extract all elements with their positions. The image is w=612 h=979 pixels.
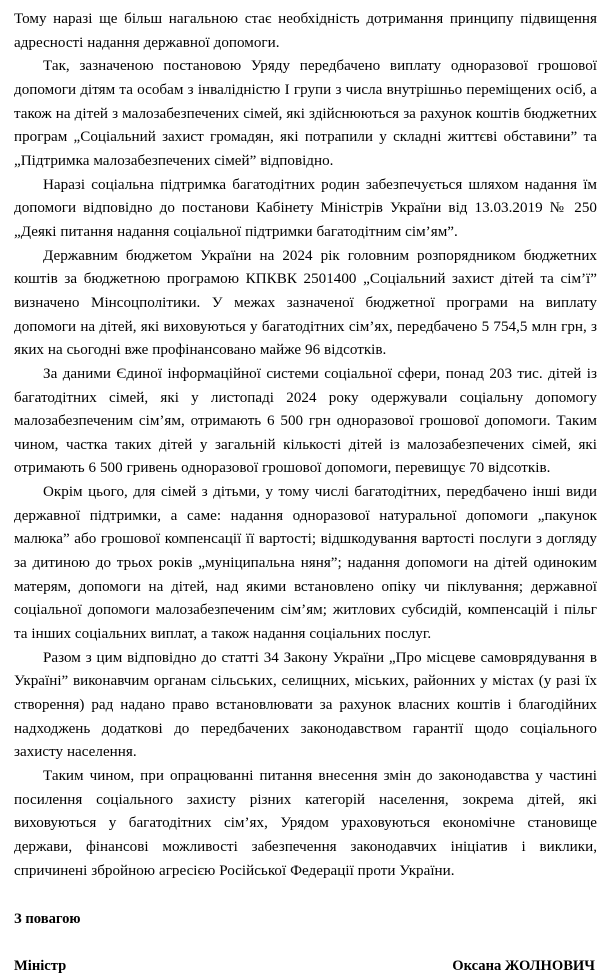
body-paragraph-4: Державним бюджетом України на 2024 рік головним розпорядником бюджетних коштів за бюджетною програмою КПКВК 2501400 „Соціальний захист дітей та сім’ї” визначено Мінсоцполітики. У межах зазначеної бюджетної програми на виплату допомоги на дітей, які виховуються у багатодітних сім’ях, передбачено 5 754,5 млн грн, з яких на сьогодні вже профінансовано майже 96 відсотків. xyxy=(14,247,597,359)
body-paragraph-6: Окрім цього, для сімей з дітьми, у тому числі багатодітних, передбачено інші види державної підтримки, а саме: надання одноразової натуральної допомоги „пакунок малюка” або грошової компенсації її вартості; відшкодування вартості послуги з догляду за дитиною до трьох років „муніципальна няня”; надання допомоги на дітей одиноким матерям, допомоги на дітей, над якими встановлено опіку чи піклування; державної соціальної допомоги малозабезпеченим сім’ям; житлових субсидій, компенсацій і пільг та інших соціальних виплат, а також надання соціальних послуг. xyxy=(14,484,597,643)
signatory-name: Оксана ЖОЛНОВИЧ xyxy=(452,958,595,975)
signature-row xyxy=(14,955,597,979)
signature-block xyxy=(14,908,597,979)
body-paragraph-7: Разом з цим відповідно до статті 34 Закону України „Про місцеве самоврядування в Україні” виконавчим органам сільських, селищних, міських, районних у містах (у разі їх створення) рад надано право встановлювати за рахунок власних коштів і благодійних надходжень додаткові до передбачених законодавством гарантії щодо соціального захисту населення. xyxy=(14,649,597,761)
body-paragraph-8: Таким чином, при опрацюванні питання внесення змін до законодавства у частині посилення соціального захисту різних категорій населення, зокрема дітей, які виховуються у багатодітних сім’ях, Урядом ураховуються економічне становище держави, фінансові можливості забезпечення законодавчих ініціатив і виклики, спричинені збройною агресією Російської Федерації проти України. xyxy=(14,768,597,879)
body-paragraph-5: За даними Єдиної інформаційної системи соціальної сфери, понад 203 тис. дітей із багатодітних сімей, які у листопаді 2024 року одержували соціальну допомогу малозабезпеченим сім’ям, отримають 6 500 грн одноразової грошової допомоги. Таким чином, частка таких дітей у загальній кількості дітей із малозабезпечених сімей, які отримають 6 500 гривень одноразової грошової допомоги, перевищує 70 відсотків. xyxy=(14,365,597,477)
document-body xyxy=(14,8,597,883)
signature-closing: З повагою xyxy=(14,911,81,928)
body-paragraph-2: Так, зазначеною постановою Уряду передбачено виплату одноразової грошової допомоги дітям та особам з інвалідністю I групи з числа внутрішньо переміщених осіб, а також на дітей з малозабезпечених сімей, які здійснюються за рахунок коштів бюджетних програм „Соціальний захист громадян, які потрапили у складні життєві обставини” та „Підтримка малозабезпечених сімей” відповідно. xyxy=(14,58,597,169)
body-paragraph-1: Тому наразі ще більш нагальною стає необхідність дотримання принципу підвищення адресності надання державної допомоги. xyxy=(14,11,597,51)
signatory-position-title: Міністр xyxy=(14,958,67,975)
body-paragraph-3: Наразі соціальна підтримка багатодітних родин забезпечується шляхом надання їм допомоги відповідно до постанови Кабінету Міністрів України від 13.03.2019 № 250 „Деякі питання надання соціальної підтримки багатодітним сім’ям”. xyxy=(14,176,597,240)
